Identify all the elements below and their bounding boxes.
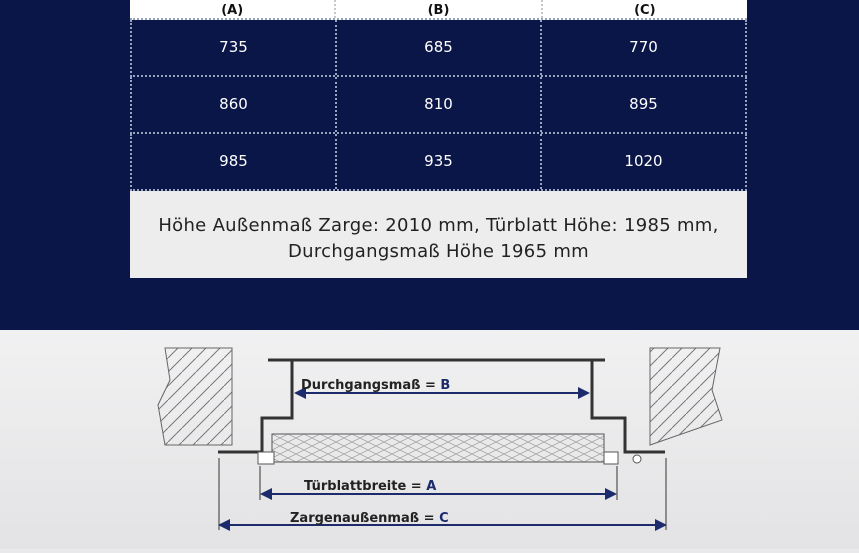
header-c: (C) xyxy=(634,3,656,18)
cell: 770 xyxy=(629,38,658,56)
door-frame-diagram xyxy=(0,330,859,549)
height-note xyxy=(130,191,747,278)
label-c: Zargenaußenmaß = xyxy=(290,511,440,526)
header-b: (B) xyxy=(336,0,542,18)
var-a: A xyxy=(426,479,437,494)
svg-text:Zargenaußenmaß = C xyxy=(290,511,449,526)
door-leaf xyxy=(258,434,641,464)
table-row xyxy=(130,20,747,77)
cell: 735 xyxy=(132,20,337,75)
wall-left xyxy=(158,348,232,445)
wall-right xyxy=(650,348,722,445)
svg-text:Türblattbreite = A xyxy=(304,479,436,494)
table-row xyxy=(130,134,747,191)
cell: 810 xyxy=(337,77,542,132)
cell: 935 xyxy=(337,134,542,189)
table-header xyxy=(130,0,747,20)
var-b: B xyxy=(440,378,451,393)
cell: 895 xyxy=(629,95,658,113)
var-c: C xyxy=(439,511,449,526)
header-a: (A) xyxy=(130,0,336,18)
note-line-2: Durchgangsmaß Höhe 1965 mm xyxy=(287,241,590,262)
cell: 685 xyxy=(337,20,542,75)
dimensions-table xyxy=(130,0,747,278)
svg-text:Durchgangsmaß = B xyxy=(301,378,450,393)
cell: 985 xyxy=(132,134,337,189)
label-b: Durchgangsmaß = xyxy=(301,378,441,393)
cell: 860 xyxy=(132,77,337,132)
label-a: Türblattbreite = xyxy=(304,479,427,494)
cell: 1020 xyxy=(624,152,663,170)
note-line-1: Höhe Außenmaß Zarge: 2010 mm, Türblatt Höhe: 1985 mm, xyxy=(158,215,719,236)
table-row xyxy=(130,77,747,134)
door-diagram xyxy=(0,330,859,549)
